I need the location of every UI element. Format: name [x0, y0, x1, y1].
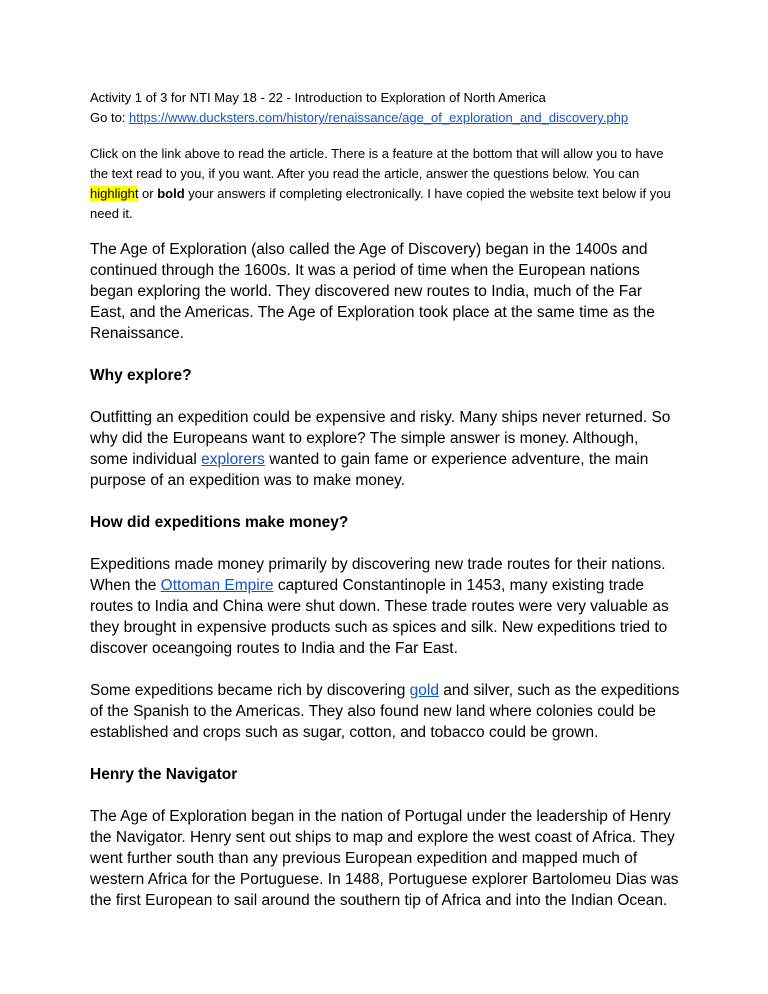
p3-text-b: captured Constantinople in 1453, many existing trade routes to India and China were shut down. These trade routes were very valuable as they brought in expensive products such as spices and silk. New expeditions tried to discover oceangoing routes to India and the Far East.: [90, 577, 669, 657]
article-url-link[interactable]: https://www.ducksters.com/history/renaissance/age_of_exploration_and_discovery.php: [129, 110, 629, 125]
heading-henry-navigator: Henry the Navigator: [90, 766, 238, 783]
instructions-paragraph: [90, 144, 680, 224]
p2-text-b: wanted to gain fame or experience adventure, the main purpose of an expedition was to make money.: [90, 451, 649, 489]
p4-text-b: and silver, such as the expeditions of the Spanish to the Americas. They also found new land where colonies could be established and crops such as sugar, cotton, and tobacco could be grown.: [90, 682, 680, 741]
or-word: or: [138, 186, 158, 201]
article-paragraph-1: The Age of Exploration (also called the Age of Discovery) began in the 1400s and continued through the 1600s. It was a period of time when the European nations began exploring the world. They discovered new routes to India, much of the Far East, and the Americas. The Age of Exploration took place at the same time as the Renaissance.: [90, 241, 655, 342]
bold-word: bold: [157, 186, 185, 201]
activity-line: Activity 1 of 3 for NTI May 18 - 22 - Introduction to Exploration of North America: [90, 90, 546, 105]
goto-line: [90, 108, 690, 128]
article-paragraph-2: [90, 407, 680, 491]
intro-header: [90, 88, 690, 128]
article-paragraph-5: The Age of Exploration began in the nation of Portugal under the leadership of Henry the Navigator. Henry sent out ships to map and explore the west coast of Africa. They went further south than any previous European expedition and mapped much of western Africa for the Portuguese. In 1488, Portuguese explorer Bartolomeu Dias was the first European to sail around the southern tip of Africa and into the Indian Ocean.: [90, 808, 679, 909]
heading-why-explore: Why explore?: [90, 367, 192, 384]
instructions-text: Click on the link above to read the article. There is a feature at the bottom that will allow you to have the text read to you, if you want. After you read the article, answer the questions below. You can: [90, 146, 664, 181]
gold-link[interactable]: gold: [409, 682, 439, 699]
p3-text-a: Expeditions made money primarily by discovering new trade routes for their nations. When the: [90, 556, 666, 594]
goto-prefix: Go to:: [90, 110, 130, 125]
heading-make-money: How did expeditions make money?: [90, 514, 349, 531]
instructions-text-end: your answers if completing electronically. I have copied the website text below if you need it.: [90, 186, 671, 221]
highlight-word: highlight: [90, 186, 139, 201]
ottoman-empire-link[interactable]: Ottoman Empire: [160, 577, 274, 594]
article-paragraph-4: [90, 680, 680, 743]
explorers-link[interactable]: explorers: [201, 451, 265, 468]
document-page: [90, 88, 690, 911]
article-paragraph-3: [90, 554, 680, 659]
p4-text-a: Some expeditions became rich by discovering: [90, 682, 410, 699]
p2-text-a: Outfitting an expedition could be expensive and risky. Many ships never returned. So why did the Europeans want to explore? The simple answer is money. Although, some individual: [90, 409, 671, 468]
